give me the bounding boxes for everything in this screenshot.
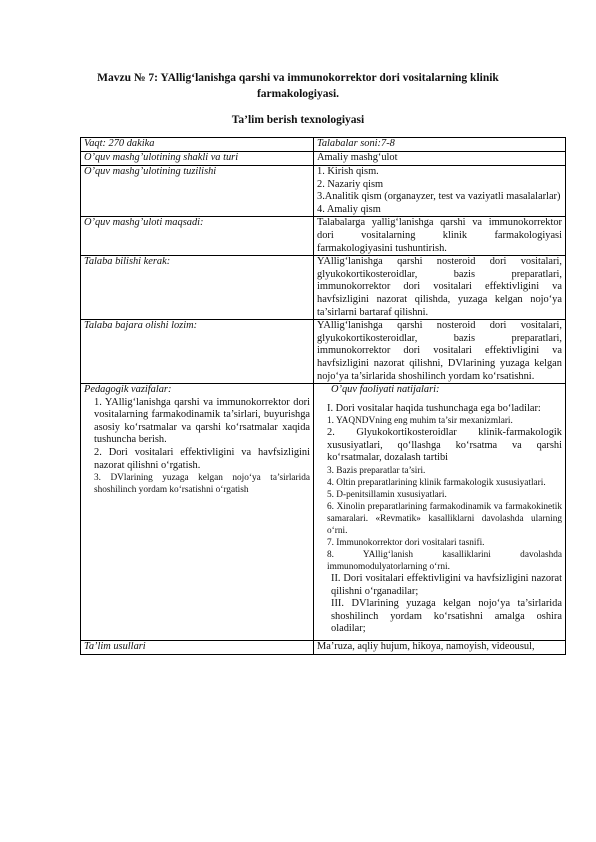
time-cell: Vaqt: 270 dakika [81,138,314,152]
list-item: 4. Amaliy qism [317,203,381,215]
structure-label-cell: O’quv mashg’ulotining tuzilishi [81,166,314,217]
list-item: 1. Kirish qism. [317,166,379,177]
list-item: 4. Oltin preparatlarining klinik farmakologik xususiyatlari. [327,478,546,489]
list-item: 3. Bazis preparatlar ta’siri. [327,466,426,477]
pedagogical-tasks-cell [81,384,314,641]
table-row [81,384,566,641]
table-row [81,641,566,655]
structure-value-cell [314,166,566,217]
outcomes-intro: I. Dori vositalar haqida tushunchaga ega bo‘ladilar: [327,402,541,414]
outcome-ii: II. Dori vositalari effektivligini va havfsizligini nazorat qilishni o‘rganadilar; [331,573,562,597]
learning-outcomes-cell [314,384,566,641]
goal-label-cell: O’quv mashg’uloti maqsadi: [81,217,314,256]
list-item: 5. D-penitsillamin xususiyatlari. [327,490,447,501]
table-row [81,256,566,320]
table-row [81,320,566,384]
table-row [81,152,566,166]
document-title [40,70,556,102]
table-row [81,217,566,256]
form-label-cell: O’quv mashg’ulotining shakli va turi [81,152,314,166]
form-value-cell: Amaliy mashg‘ulot [314,152,566,166]
outcome-iii: III. DVlarining yuzaga kelgan nojo‘ya ta’sirlarida shoshilinch yordam ko‘rsatishni amalga oshira oladilar; [331,598,562,635]
list-item: 2. Glyukokortikosteroidlar klinik-farmakologik xususiyatlari, qo‘llashga ko‘rsatma va qarshi ko‘rsatmalar, dozalash tartibi [327,427,562,464]
goal-value-cell: Talabalarga yallig‘lanishga qarshi va immunokorrektor dori vositalarning klinik farmakologiyasi farmakologiyasini tushuntirish. [314,217,566,256]
list-item: 6. Xinolin preparatlarining farmakodinamik va farmakokinetik samaralari. «Revmatik» kasalliklarni davolashda ularning o‘rni. [327,502,562,537]
list-item: 7. Immunokorrektor dori vositalari tasnifi. [327,538,485,549]
can-value-cell: YAllig‘lanishga qarshi nosteroid dori vositalari, glyukokortikosteroidlar, bazis preparatlari, immunokorrektor dori vositalari effektivligini va havfsizligini nazorat qilishni, DVlarining yuzaga kelgan nojo‘ya ta’sirlarida shoshilinch yordam ko‘rsatishni. [314,320,566,384]
title-line-2: farmakologiyasi. [256,88,340,100]
list-item: 1. YAllig‘lanishga qarshi va immunokorrektor dori vositalarning farmakodinamik ta’sirlari, buyurishga asosiy ko‘rsatmalar va qarshi ko‘rsatmalar xaqida tushuncha berish. [94,396,310,446]
list-item: 2. Nazariy qism [317,178,384,190]
list-item: 8. YAllig‘lanish kasalliklarini davolashda immunomodulyatorlarning o‘rni. [327,550,562,573]
title-line-1: Mavzu № 7: YAllig‘lanishga qarshi va immunokorrektor dori vositalarning klinik [97,72,499,84]
know-label-cell: Talaba bilishi kerak: [81,256,314,320]
list-item: 3.Analitik qism (organayzer, test va vaziyatli masalalarlar) [317,191,561,203]
list-item: 2. Dori vositalari effektivligini va havfsizligini nazorat qilishni o‘rgatish. [94,447,310,471]
can-label-cell: Talaba bajara olishi lozim: [81,320,314,384]
students-count-cell: Talabalar soni:7-8 [314,138,566,152]
lesson-plan-table [80,137,566,655]
methods-value-cell: Ma’ruza, aqliy hujum, hikoya, namoyish, videousul, [314,641,566,655]
know-value-cell: YAllig‘lanishga qarshi nosteroid dori vositalari, glyukokortikosteroidlar, bazis preparatlari, immunokorrektor dori vositalari effektivligini va havfsizligini nazorat qilishda, yuzaga kelgan nojo‘ya ta’sirlarni bartaraf qilishni. [314,256,566,320]
table-row [81,166,566,217]
pedagogical-tasks-heading: Pedagogik vazifalar: [84,384,172,396]
learning-outcomes-heading: O’quv faoliyati natijalari: [331,384,440,396]
table-row [81,138,566,152]
list-item: 3. DVlarining yuzaga kelgan nojo‘ya ta’sirlarida shoshilinch yordam ko‘rsatishni o‘rgatish [94,473,310,496]
document-subtitle: Ta’lim berish texnologiyasi [231,114,365,126]
list-item: 1. YAQNDVning eng muhim ta’sir mexanizmlari. [327,416,513,427]
methods-label-cell: Ta’lim usullari [81,641,314,655]
